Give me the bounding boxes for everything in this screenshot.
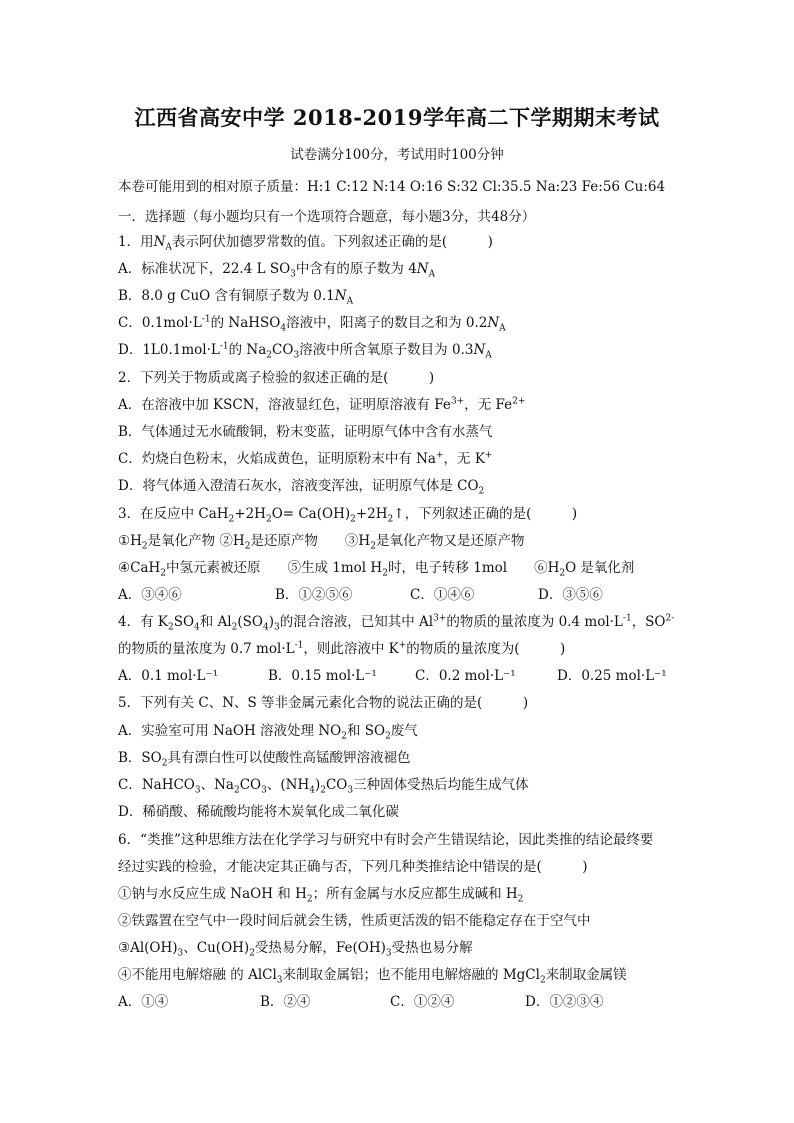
q4-choice-a: A．0.1 mol·L⁻¹	[118, 668, 219, 684]
page-title: 江西省高安中学 2018-2019学年高二下学期期末考试	[134, 105, 660, 130]
q4-choice-c: C．0.2 mol·L⁻¹	[415, 668, 516, 684]
q6-statement-1: ①钠与水反应生成 NaOH 和 $H_2$；所有金属与水反应都生成碱和 $H_2$	[118, 886, 524, 905]
q3-statements-1: $①H_2$是氧化产物 $②H_2$是还原产物 $③H_2$是氧化产物又是还原产物	[118, 533, 525, 552]
q3-stem: 3．在反应中 $CaH_2+2H_2O=$ $Ca(OH)_2+2H_2↑$，下列叙述正确的是( )	[118, 506, 578, 525]
section-heading: 一．选择题（每小题均只有一个选项符合题意，每小题3分，共48分）	[118, 209, 536, 225]
q4-choice-b: B．0.15 mol·L⁻¹	[268, 668, 377, 684]
q3-choices	[118, 586, 698, 604]
q6-choice-a: A．①④	[118, 994, 169, 1010]
q6-choice-b: B．②④	[260, 994, 311, 1010]
q3-choice-b: B．①②⑤⑥	[275, 587, 353, 603]
q3-choice-d: D．③⑤⑥	[538, 587, 603, 603]
q6-choices	[118, 993, 698, 1011]
q6-stem-line1: 6．“类推”这种思维方法在化学学习与研究中有时会产生错误结论，因此类推的结论最终要	[118, 832, 654, 848]
q6-choice-d: D．①②③④	[525, 994, 604, 1010]
q1-option-d: D．$1L0.1mol\cdot L^{-1}$的 $Na_2CO_3$溶液中所含氧原子数目为 $0.3N_A$	[118, 341, 492, 361]
q5-option-d: D．稀硝酸、稀硫酸均能将木炭氧化成二氧化碳	[118, 804, 399, 820]
q6-statement-4: ④不能用电解熔融 的 AlCl$_3$来制取金属铝；也不能用电解熔融的 MgCl$_2$来制取金属镁	[118, 967, 627, 986]
q1-option-c: C．$0.1mol\cdot L^{-1}$的 NaHSO$_4$溶液中，阳离子的数目之和为 $0.2N_A$	[118, 314, 506, 334]
q2-option-a: A．在溶液中加 KSCN，溶液显红色，证明原溶液有 $Fe^{3+}$，无 $Fe^{2+}$	[118, 396, 526, 413]
q3-choice-c: C．①④⑥	[410, 587, 475, 603]
q4-choices	[118, 667, 698, 685]
q2-option-d: D．将气体通入澄清石灰水，溶液变浑浊，证明原气体是 $CO_2$	[118, 478, 485, 497]
q6-stem-line2: 经过实践的检验，才能决定其正确与否，下列几种类推结论中错误的是( )	[118, 859, 588, 875]
q5-stem: 5．下列有关 C、N、S 等非金属元素化合物的说法正确的是( )	[118, 695, 529, 711]
q2-stem: 2．下列关于物质或离子检验的叙述正确的是( )	[118, 370, 435, 386]
q5-option-b: B．$SO_2$具有漂白性可以使酸性高锰酸钾溶液褪色	[118, 750, 411, 769]
q1-option-b: B．8.0 g CuO 含有铜原子数为 $0.1N_A$	[118, 288, 354, 307]
q4-stem-line1: 4．有 $K_2SO_4$和 $Al_2(SO_4)_3$的混合溶液，已知其中 $Al^{3+}$的物质的量浓度为 0.4 $mol\cdot L^{-1}$，$SO^{2-}$	[118, 613, 675, 633]
q1-option-a: A．标准状况下，22.4 L $SO_3$中含有的原子数为 $4N_A$	[118, 261, 436, 280]
q2-option-b: B．气体通过无水硫酸铜，粉末变蓝，证明原气体中含有水蒸气	[118, 424, 493, 440]
q6-statement-3: $③Al(OH)_3$、$Cu(OH)_2$受热易分解，$Fe(OH)_3$受热也易分解	[118, 940, 473, 959]
q3-choice-a: A．③④⑥	[118, 587, 182, 603]
q6-statement-2: ②铁露置在空气中一段时间后就会生锈，性质更活泼的铝不能稳定存在于空气中	[118, 913, 591, 929]
q2-option-c: C．灼烧白色粉末，火焰成黄色，证明原粉末中有 Na+，无 K+	[118, 450, 493, 467]
q1-stem: 1．用$N_A$表示阿伏加德罗常数的值。下列叙述正确的是( )	[118, 234, 493, 253]
q4-stem-line2: 的物质的量浓度为 0.7 $mol\cdot L^{-1}$，则此溶液中 K+的物质的量浓度为( )	[118, 640, 566, 657]
q5-option-a: A．实验室可用 NaOH 溶液处理 $NO_2$和 $SO_2$废气	[118, 723, 418, 742]
q5-option-c: C．NaHCO$_3$、$Na_2CO_3$、$(NH_4)_2CO_3$三种固体受热后均能生成气体	[118, 777, 529, 796]
atomic-masses: 本卷可能用到的相对原子质量：H:1 C:12 N:14 O:16 S:32 Cl:35.5 Na:23 Fe:56 Cu:64	[118, 179, 666, 195]
q4-choice-d: D．0.25 mol·L⁻¹	[557, 668, 667, 684]
subtitle: 试卷满分100分，考试用时100分钟	[290, 147, 504, 163]
q6-choice-c: C．①②④	[390, 994, 455, 1010]
q3-statements-2: ④CaH$_2$中氢元素被还原 ⑤生成 1mol $H_2$时，电子转移 1mol $⑥H_2O$ 是氧化剂	[118, 560, 635, 579]
